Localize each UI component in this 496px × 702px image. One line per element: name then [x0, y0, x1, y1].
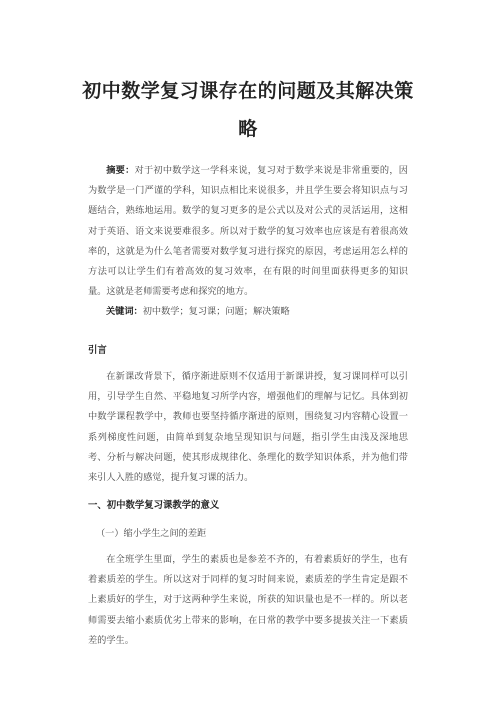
section1-subheading: （一）缩小学生之间的差距 — [96, 528, 207, 539]
keywords-text: 初中数学；复习课；问题；解决策略 — [142, 306, 290, 317]
abstract-text: 对于初中数学这一学科来说，复习对于数学来说是非常重要的，因为数学是一门严谨的学科，知识点相比来说很多，并且学生要会将知识点与习题结合，熟练地运用。数学的复习更多的是公式以及对公式的灵活运用，这相对于英语、语文来说要难很多。所以对于数学的复习效率也应该是有着很高效率的，这就是为什么笔者需要对数学复习进行探究的原因，考虑运用怎么样的方法可以让学生们有着高效的复习效率，在有限的时间里面获得更多的知识量。这就是老师需要考虑和探究的地方。 — [88, 165, 408, 298]
abstract-label: 摘要： — [106, 165, 135, 176]
intro-heading: 引言 — [88, 345, 107, 356]
intro-paragraph — [88, 367, 408, 488]
section1-body-paragraph — [88, 550, 408, 651]
keywords-paragraph — [88, 302, 408, 322]
section1-body-text: 在全班学生里面，学生的素质也是参差不齐的，有着素质好的学生，也有着素质差的学生。所以这对于同样的复习时间来说，素质差的学生肯定是跟不上素质好的学生，对于这两种学生来说，所获的知识量也是不一样的。所以老师需要去缩小素质优劣上带来的影响，在日常的教学中要多提拔关注一下素质差的学生。 — [88, 554, 408, 646]
document-title-line1: 初中数学复习课存在的问题及其解决策 — [82, 80, 414, 102]
intro-text: 在新课改背景下，循序渐进原则不仅适用于新课讲授，复习课同样可以引用，引导学生自然、平稳地复习所学内容，增强他们的理解与记忆。具体到初中数学课程教学中，教师也要坚持循序渐进的原则，围绕复习内容精心设置一系列梯度性问题，由简单到复杂地呈现知识与问题，指引学生由浅及深地思考、分析与解决问题，使其形成规律化、条理化的数学知识体系，并为他们带来引人入胜的感觉，提升复习课的活力。 — [88, 371, 408, 484]
section1-heading: 一、初中数学复习课教学的意义 — [88, 500, 220, 511]
document-title-line2: 略 — [238, 118, 258, 140]
keywords-label: 关键词： — [106, 306, 143, 317]
abstract-paragraph — [88, 161, 408, 302]
